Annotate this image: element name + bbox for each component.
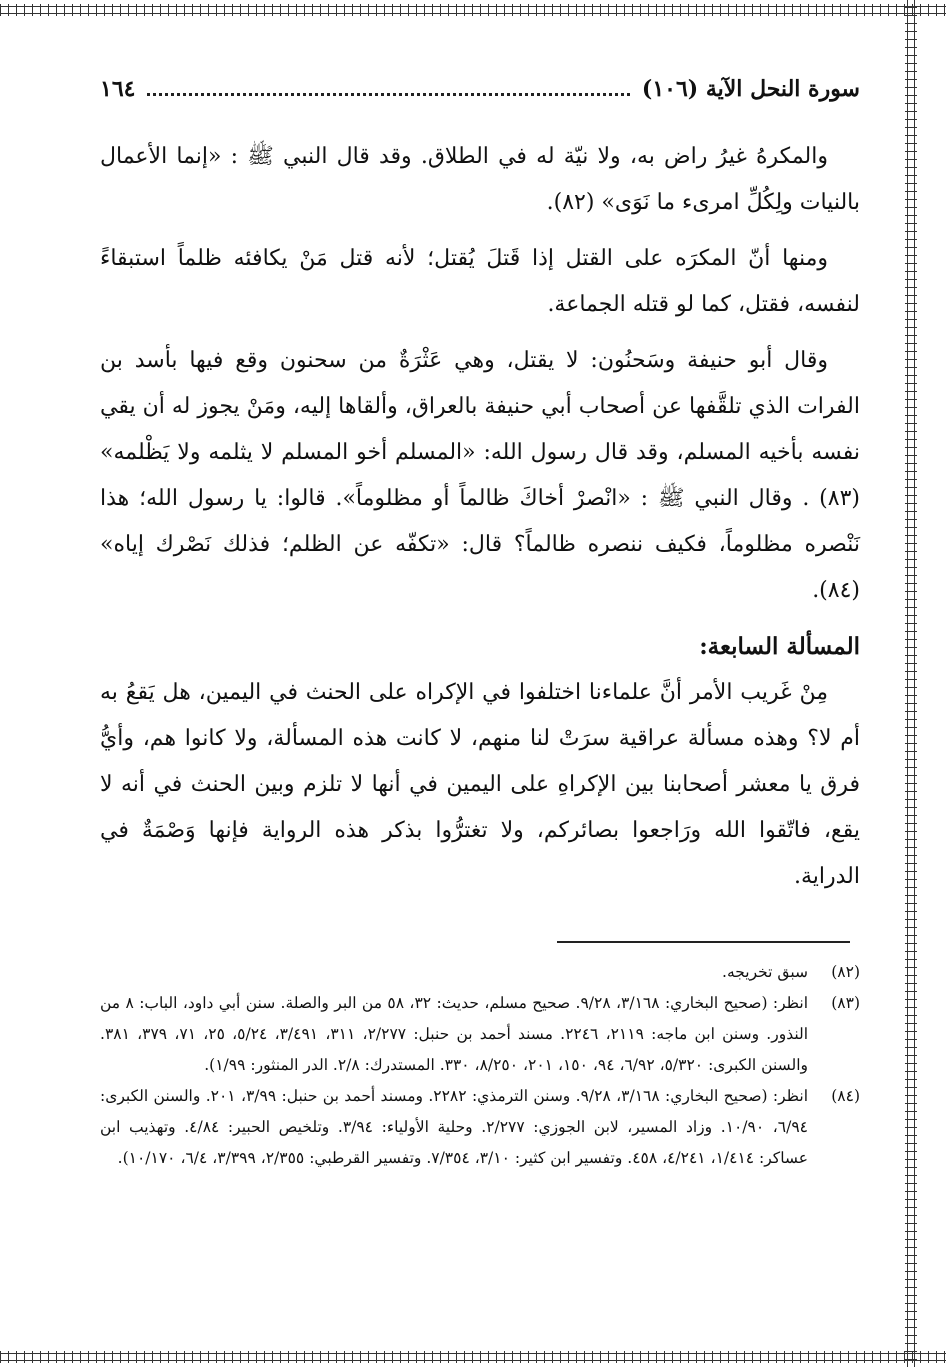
header-dotted-leader bbox=[147, 93, 629, 96]
footnote-number: (٨٣) bbox=[831, 994, 860, 1012]
main-text bbox=[100, 134, 860, 900]
ornamental-border-top bbox=[0, 4, 946, 16]
footnote-separator bbox=[557, 941, 850, 943]
section-heading: المسألة السابعة: bbox=[699, 633, 860, 660]
footnote bbox=[100, 988, 860, 1081]
ornamental-border-bottom bbox=[0, 1351, 946, 1363]
ornamental-border-right bbox=[905, 0, 917, 1367]
footnotes bbox=[100, 957, 860, 1174]
paragraph: والمكرهُ غيرُ راض به، ولا نيّة له في الطلاق. وقد قال النبي ﷺ : «إنما الأعمال بالنيات ولِكُلِّ امرىء ما نَوَى» (٨٢). bbox=[100, 144, 860, 215]
page-number: ١٦٤ bbox=[100, 76, 136, 102]
page-header bbox=[100, 72, 860, 106]
paragraph: مِنْ غَريب الأمر أنَّ علماءنا اختلفوا في الإكراه على الحنث في اليمين، هل يَقعُ به أم لا؟ وهذه مسألة عراقية سرَتْ لنا منهم، لا كانت هذه المسألة، ولا كانوا هم، وأيُّ فرق يا معشر أصحابنا بين الإكراهِ على اليمين في أنها لا تلزم وبين الحنث في أنه لا يقع، فاتّقوا الله ورَاجعوا بصائركم، ولا تغترُّوا بذكر هذه الرواية فإنها وَصْمَةٌ في الدراية. bbox=[100, 680, 861, 889]
paragraph: ومنها أنّ المكرَه على القتل إذا قَتلَ يُقتل؛ لأنه قتل مَنْ يكافئه ظلماً استبقاءً لنفسه، فقتل، كما لو قتله الجماعة. bbox=[100, 246, 860, 317]
footnote-text: انظر: (صحيح البخاري: ٣/١٦٨، ٩/٢٨. صحيح مسلم، حديث: ٣٢، ٥٨ من البر والصلة. سنن أبي داود، الباب: ٨ من النذور. وسنن ابن ماجه: ٢١١٩، ٢٢٤٦. مسند أحمد بن حنبل: ٢/٢٧٧، ٣١١، ٣/٤٩١، ٥/٢٤، ٢٥، ٧١، ٣٧٩، ٣٨١. والسنن الكبرى: ٥/٣٢٠، ٦/٩٢، ٩٤، ١٥٠، ٢٠١، ٨/٢٥٠، ٣٣٠. المستدرك: ٢/٨. الدر المنثور: ١/٩٩). bbox=[100, 994, 809, 1074]
footnote-number: (٨٤) bbox=[831, 1087, 860, 1105]
footnote-text: سبق تخريجه. bbox=[722, 963, 808, 981]
footnote bbox=[100, 1081, 860, 1174]
paragraph: وقال أبو حنيفة وسَحنُون: لا يقتل، وهي عَثْرَةٌ من سحنون وقع فيها بأسد بن الفرات الذي تلقَّفها عن أصحاب أبي حنيفة بالعراق، وألقاها إليه، ومَنْ يجوز له أن يقي نفسه بأخيه المسلم، وقد قال رسول الله: «المسلم أخو المسلم لا يثلمه ولا يَظْلمه» (٨٣) . وقال النبي ﷺ : «انْصرْ أخاكَ ظالماً أو مظلوماً». قالوا: يا رسول الله؛ هذا نَنْصره مظلوماً، فكيف ننصره ظالماً؟ قال: «تكفّه عن الظلم؛ فذلك نَصْرك إياه» (٨٤). bbox=[100, 348, 860, 603]
footnote-text: انظر: (صحيح البخاري: ٣/١٦٨، ٩/٢٨. وسنن الترمذي: ٢٢٨٢. ومسند أحمد بن حنبل: ٣/٩٩، ٢٠١. والسنن الكبرى: ٦/٩٤، ١٠/٩٠. وزاد المسير، لابن الجوزي: ٢/٢٧٧. وحلية الأولياء: ٣/٩٤. وتلخيص الحبير: ٤/٨٤. وتهذيب ابن عساكر: ١/٤١٤، ٤/٢٤١، ٤٥٨. وتفسير ابن كثير: ٣/١٠، ٧/٣٥٤. وتفسير القرطبي: ٢/٣٥٥، ٣/٣٩٩، ٦/٤، ١٠/١٧٠). bbox=[100, 1087, 808, 1167]
footnote-number: (٨٢) bbox=[831, 963, 860, 981]
footnote bbox=[100, 957, 860, 988]
running-title: سورة النحل الآية (١٠٦) bbox=[641, 76, 860, 102]
